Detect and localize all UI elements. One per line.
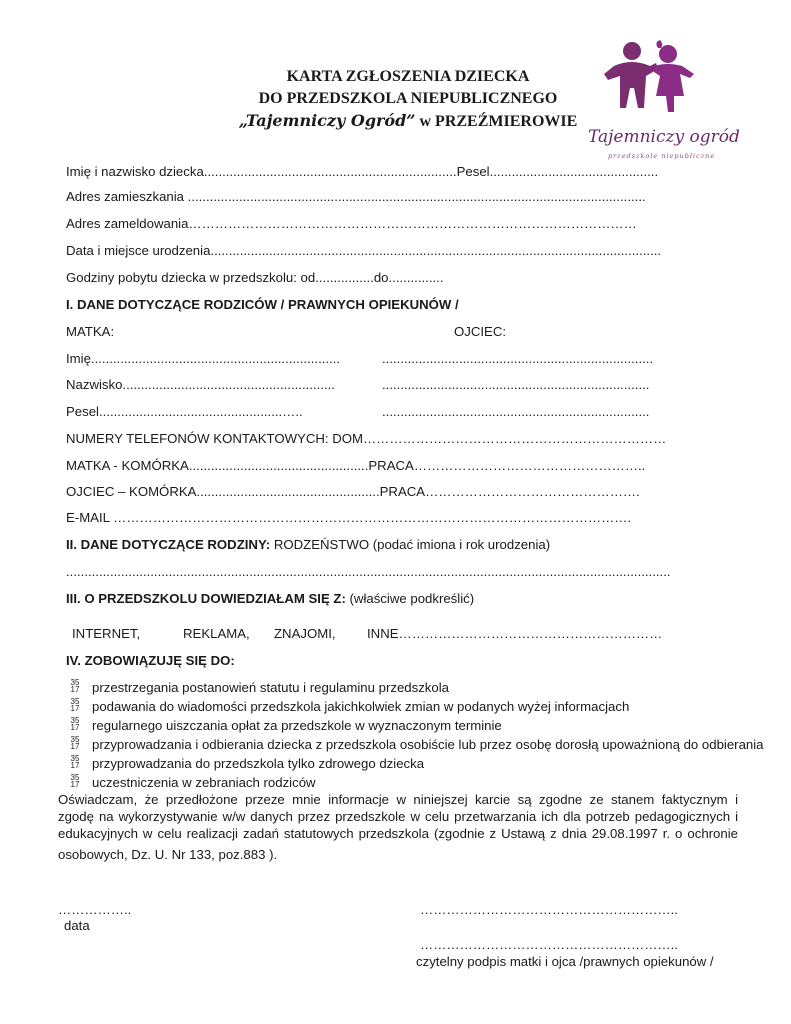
father-surname: .........................................................................	[382, 377, 650, 392]
mother-label: MATKA:	[66, 324, 115, 339]
logo-subtitle: przedszkole niepubliczne	[608, 152, 716, 160]
section-3-heading-bold: III. O PRZEDSZKOLU DOWIEDZIAŁAM SIĘ Z:	[66, 591, 346, 606]
field-father-phone: OJCIEC – KOMÓRKA..................................................PRACA………………………………………….	[66, 484, 640, 499]
mother-pesel: Pesel..................................................…..	[66, 404, 303, 419]
field-child-name: Imię i nazwisko dziecka.....................................................................Pesel..............................................	[66, 164, 659, 179]
date-dots: ……………..	[58, 902, 132, 917]
logo	[598, 36, 708, 126]
signature-dots-1: …………………………………………………..	[420, 902, 678, 917]
field-birth: Data i miejsce urodzenia...........................................................................................................................	[66, 243, 662, 258]
source-option-inne: INNE……………………………………………………	[367, 626, 663, 641]
field-hours: Godziny pobytu dziecka w przedszkolu: od................do...............	[66, 270, 444, 285]
field-phones: NUMERY TELEFONÓW KONTAKTOWYCH: DOM……………………………………………………………	[66, 431, 667, 446]
children-logo-icon	[598, 36, 708, 126]
title-location: w PRZEŹMIEROWIE	[415, 113, 578, 130]
father-pesel: .........................................................................	[382, 404, 650, 419]
mother-surname: Nazwisko..........................................................	[66, 377, 335, 392]
section-1-heading: I. DANE DOTYCZĄCE RODZICÓW / PRAWNYCH OPIEKUNÓW /	[66, 297, 459, 312]
bullet-icon: 35 17	[70, 716, 80, 732]
declaration-line-2: zgodę na wykorzystywanie w/w danych przez przedszkole w celu przetwarzania ich dla potrzeb pedagogicznych i	[58, 809, 738, 824]
obligation-item: przyprowadzania i odbierania dziecka z przedszkola osobiście lub przez osobę dorosłą upoważnioną do odbierania	[92, 737, 764, 752]
signature-dots-2: …………………………………………………..	[420, 937, 678, 952]
siblings-line: .....................................................................................................................................................................	[66, 564, 671, 579]
declaration-line-3: edukacyjnych w celu realizacji zadań statutowych przedszkola (zgodnie z Ustawą z dnia 29.08.1997 r. o ochronie	[58, 826, 738, 841]
section-4-heading: IV. ZOBOWIĄZUJĘ SIĘ DO:	[66, 653, 235, 668]
father-label: OJCIEC:	[454, 324, 507, 339]
obligation-item: przyprowadzania do przedszkola tylko zdrowego dziecka	[92, 756, 425, 771]
bullet-icon: 35 17	[70, 678, 80, 694]
signature-label: czytelny podpis matki i ojca /prawnych opiekunów /	[416, 954, 714, 969]
source-option-reklama: REKLAMA,	[183, 626, 250, 641]
section-2-heading-rest: RODZEŃSTWO (podać imiona i rok urodzenia)	[270, 537, 551, 552]
section-2-heading-bold: II. DANE DOTYCZĄCE RODZINY:	[66, 537, 271, 552]
bullet-icon: 35 17	[70, 697, 80, 713]
field-email: E-MAIL ……………………………………………………………………………………………………….	[66, 510, 632, 525]
section-2-heading	[66, 537, 550, 552]
obligation-item: podawania do wiadomości przedszkola jakichkolwiek zmian w podanych wyżej informacjach	[92, 699, 630, 714]
field-address-live: Adres zamieszkania .............................................................................................................................	[66, 189, 646, 204]
source-option-znajomi: ZNAJOMI,	[274, 626, 336, 641]
title-line-3	[198, 111, 618, 131]
source-option-internet: INTERNET,	[72, 626, 141, 641]
declaration-line-1: Oświadczam, że przedłożone przeze mnie informacje w niniejszej karcie są zgodne ze stanem faktycznym i	[58, 792, 738, 807]
bullet-icon: 35 17	[70, 773, 80, 789]
declaration-line-4: osobowych, Dz. U. Nr 133, poz.883 ).	[58, 847, 278, 862]
logo-name: Tajemniczy ogród	[588, 127, 740, 147]
obligation-item: uczestniczenia w zebraniach rodziców	[92, 775, 316, 790]
obligation-item: przestrzegania postanowień statutu i regulaminu przedszkola	[92, 680, 449, 695]
section-3-heading	[66, 591, 474, 606]
bullet-icon: 35 17	[70, 735, 80, 751]
obligation-item: regularnego uiszczania opłat za przedszkole w wyznaczonym terminie	[92, 718, 502, 733]
title-school-name: „Tajemniczy Ogród”	[238, 111, 416, 130]
field-mother-phone: MATKA - KOMÓRKA.................................................PRACA……………………………………………..	[66, 458, 646, 473]
field-address-reg: Adres zameldowania…………………………………………………………………………………………	[66, 216, 637, 231]
father-first-name: ..........................................................................	[382, 351, 654, 366]
mother-first-name: Imię....................................................................	[66, 351, 341, 366]
title-line-1: KARTA ZGŁOSZENIA DZIECKA	[286, 68, 530, 85]
section-3-heading-rest: (właściwe podkreślić)	[345, 591, 475, 606]
bullet-icon: 35 17	[70, 754, 80, 770]
title-line-2: DO PRZEDSZKOLA NIEPUBLICZNEGO	[258, 90, 558, 107]
date-label: data	[64, 918, 90, 933]
